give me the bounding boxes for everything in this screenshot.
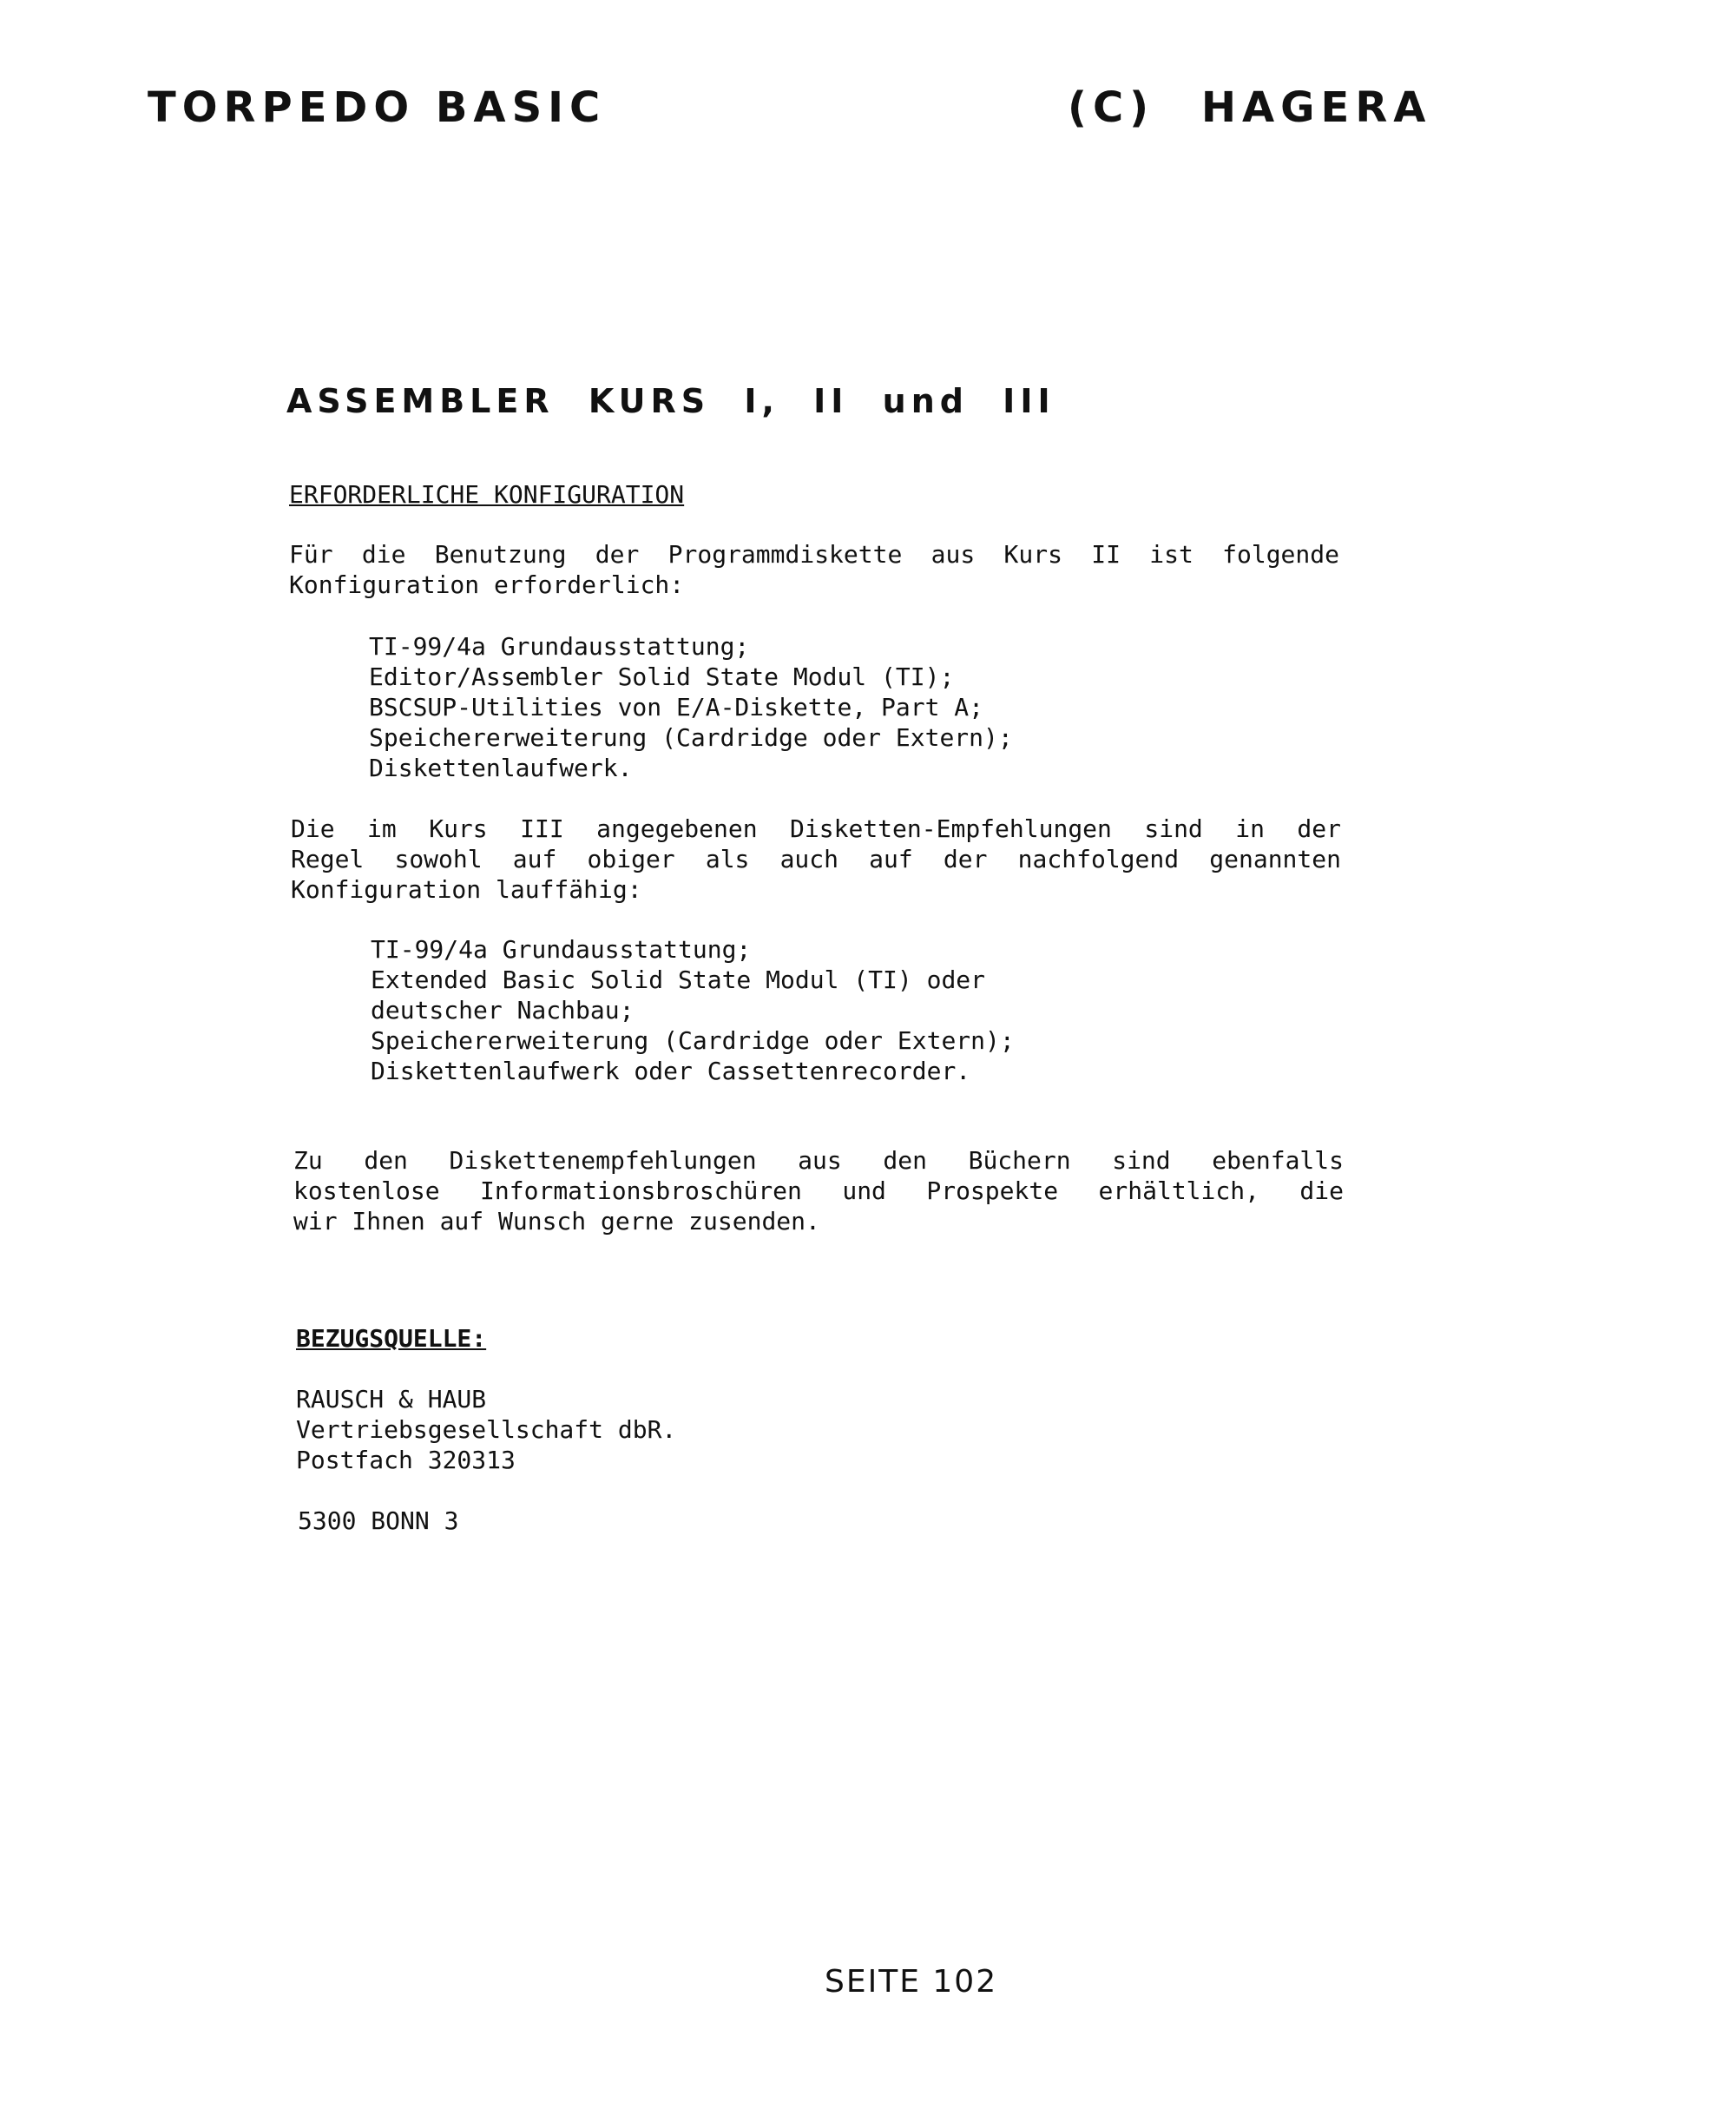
list-item: Diskettenlaufwerk oder Cassettenrecorder.	[371, 1057, 971, 1085]
address-line: Postfach 320313	[296, 1446, 516, 1474]
paragraph-line: Zu den Diskettenempfehlungen aus den Büchern sind ebenfalls	[293, 1146, 1344, 1175]
list-item: BSCSUP-Utilities von E/A-Diskette, Part A;	[369, 693, 984, 722]
document-header-left: TORPEDO BASIC	[148, 83, 607, 132]
list-item: Speichererweiterung (Cardridge oder Extern);	[369, 723, 1013, 752]
page-number: SEITE 102	[825, 1964, 998, 2000]
paragraph-line: Regel sowohl auf obiger als auch auf der nachfolgend genannten	[291, 845, 1341, 873]
list-item: deutscher Nachbau;	[371, 996, 635, 1025]
section-heading-configuration: ERFORDERLICHE KONFIGURATION	[289, 480, 685, 509]
paragraph-line: Konfiguration erforderlich:	[289, 570, 685, 599]
list-item: Editor/Assembler Solid State Modul (TI);	[369, 662, 955, 691]
paragraph-line: Für die Benutzung der Programmdiskette aus Kurs II ist folgende	[289, 540, 1339, 569]
list-item: TI-99/4a Grundausstattung;	[369, 632, 750, 661]
page-title: ASSEMBLER KURS I, II und III	[286, 382, 1055, 420]
list-item: Extended Basic Solid State Modul (TI) oder	[371, 965, 986, 994]
paragraph-line: Die im Kurs III angegebenen Disketten-Empfehlungen sind in der	[291, 814, 1341, 843]
list-item: Speichererweiterung (Cardridge oder Extern);	[371, 1026, 1015, 1055]
list-item: Diskettenlaufwerk.	[369, 754, 633, 782]
section-heading-source: BEZUGSQUELLE:	[296, 1324, 487, 1353]
paragraph-line: kostenlose Informationsbroschüren und Prospekte erhältlich, die	[293, 1176, 1344, 1205]
paragraph-line: Konfiguration lauffähig:	[291, 875, 642, 904]
document-header-right: (C) HAGERA	[1068, 83, 1432, 132]
list-item: TI-99/4a Grundausstattung;	[371, 935, 752, 964]
address-line: Vertriebsgesellschaft dbR.	[296, 1415, 677, 1444]
address-line: RAUSCH & HAUB	[296, 1385, 487, 1414]
paragraph-line: wir Ihnen auf Wunsch gerne zusenden.	[293, 1207, 820, 1236]
address-city: 5300 BONN 3	[298, 1506, 459, 1535]
